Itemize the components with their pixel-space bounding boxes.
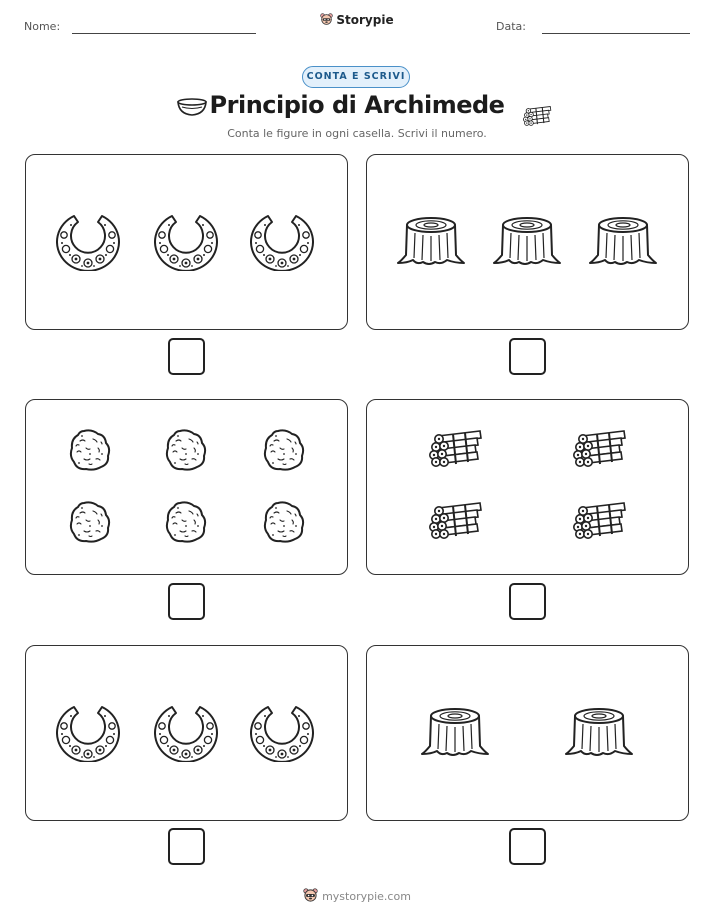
rock-icon — [68, 428, 112, 472]
date-label: Data: — [496, 20, 526, 33]
collar-icon — [250, 211, 314, 271]
counting-panel-6 — [366, 645, 689, 821]
bear-icon — [320, 13, 333, 26]
counting-panel-3 — [25, 399, 348, 575]
log-bundle-icon — [427, 430, 487, 470]
log-bundle-icon — [571, 502, 631, 542]
counting-panel-4 — [366, 399, 689, 575]
tree-stump-icon — [589, 213, 657, 269]
answer-box-4[interactable] — [509, 583, 546, 620]
counting-panel-5 — [25, 645, 348, 821]
log-bundle-icon — [571, 430, 631, 470]
rock-icon — [164, 428, 208, 472]
rock-icon — [164, 500, 208, 544]
brand-logo — [0, 13, 714, 27]
collar-icon — [56, 211, 120, 271]
counting-panel-1 — [25, 154, 348, 330]
footer-url[interactable]: mystorypie.com — [322, 890, 411, 903]
instructions: Conta le figure in ogni casella. Scrivi il numero. — [227, 127, 487, 140]
footer — [0, 888, 714, 903]
answer-box-6[interactable] — [509, 828, 546, 865]
date-field[interactable] — [542, 33, 690, 34]
name-label: Nome: — [24, 20, 61, 33]
tree-stump-icon — [493, 213, 561, 269]
name-field[interactable] — [72, 33, 256, 34]
collar-icon — [154, 702, 218, 762]
page-title: Principio di Archimede — [209, 91, 505, 119]
collar-icon — [56, 702, 120, 762]
bear-icon — [303, 888, 318, 903]
answer-box-2[interactable] — [509, 338, 546, 375]
activity-badge: CONTA E SCRIVI — [302, 66, 410, 88]
log-bundle-icon — [506, 94, 538, 118]
rock-icon — [262, 428, 306, 472]
brand-name: Storypie — [336, 13, 394, 27]
log-bundle-icon — [427, 502, 487, 542]
tree-stump-icon — [421, 704, 489, 760]
tree-stump-icon — [397, 213, 465, 269]
collar-icon — [250, 702, 314, 762]
answer-box-3[interactable] — [168, 583, 205, 620]
tree-stump-icon — [565, 704, 633, 760]
answer-box-5[interactable] — [168, 828, 205, 865]
collar-icon — [154, 211, 218, 271]
rock-icon — [68, 500, 112, 544]
answer-box-1[interactable] — [168, 338, 205, 375]
counting-panel-2 — [366, 154, 689, 330]
rock-icon — [262, 500, 306, 544]
